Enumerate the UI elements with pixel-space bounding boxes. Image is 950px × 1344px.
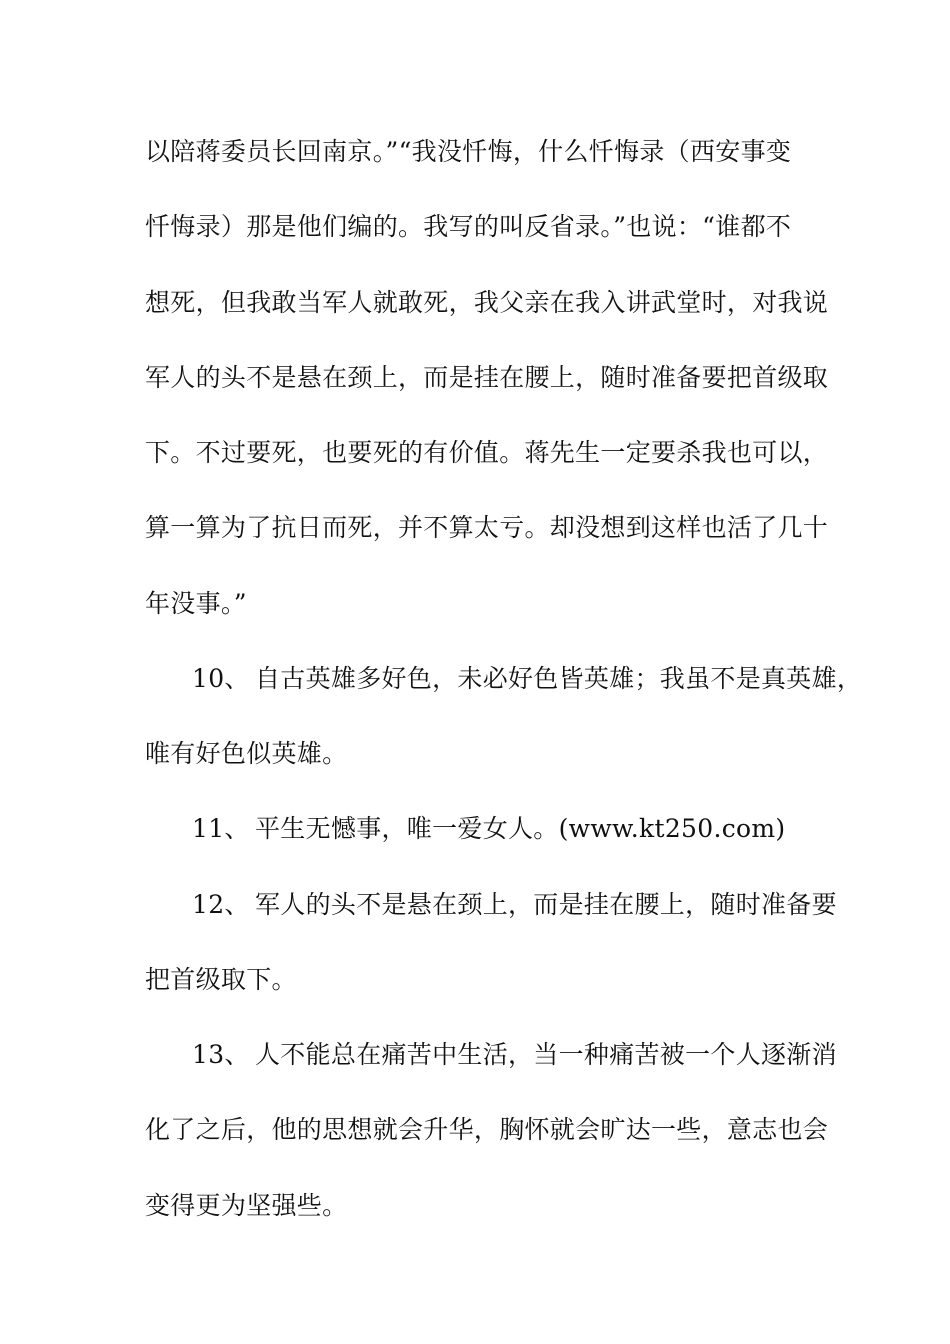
text-line: 以陪蒋委员长回南京。”“我没忏悔，什么忏悔录（西安事变: [145, 137, 792, 166]
item-number: 12、: [192, 890, 250, 919]
item-text: 人不能总在痛苦中生活，当一种痛苦被一个人逐渐消: [255, 1040, 837, 1069]
quote-item-10: [145, 661, 863, 697]
text-line: 算一算为了抗日而死，并不算太亏。却没想到这样也活了几十: [145, 513, 829, 542]
item-text: 军人的头不是悬在颈上，而是挂在腰上，随时准备要: [255, 890, 837, 919]
text-line: 想死，但我敢当军人就敢死，我父亲在我入讲武堂时，对我说: [145, 288, 829, 317]
item-text: 自古英雄多好色，未必好色皆英雄；我虽不是真英雄，: [255, 664, 863, 693]
text-line: 下。不过要死，也要死的有价值。蒋先生一定要杀我也可以，: [145, 438, 829, 467]
text-line: 年没事。”: [145, 589, 247, 618]
quote-item-12: [145, 887, 837, 923]
text-line: 军人的头不是悬在颈上，而是挂在腰上，随时准备要把首级取: [145, 363, 829, 392]
quote-item-13: [145, 1037, 837, 1073]
text-line: 化了之后，他的思想就会升华，胸怀就会旷达一些，意志也会: [145, 1115, 829, 1144]
item-number: 11、: [192, 814, 250, 843]
text-line: 变得更为坚强些。: [145, 1191, 348, 1220]
quote-item-11: [145, 811, 825, 847]
text-line: 把首级取下。: [145, 965, 297, 994]
item-number: 10、: [192, 664, 250, 693]
text-line: 唯有好色似英雄。: [145, 739, 348, 768]
item-number: 13、: [192, 1040, 250, 1069]
text-line: 忏悔录）那是他们编的。我写的叫反省录。”也说：“谁都不: [145, 212, 792, 241]
item-text: 平生无憾事，唯一爱女人。(www.kt250.com): [255, 814, 786, 843]
